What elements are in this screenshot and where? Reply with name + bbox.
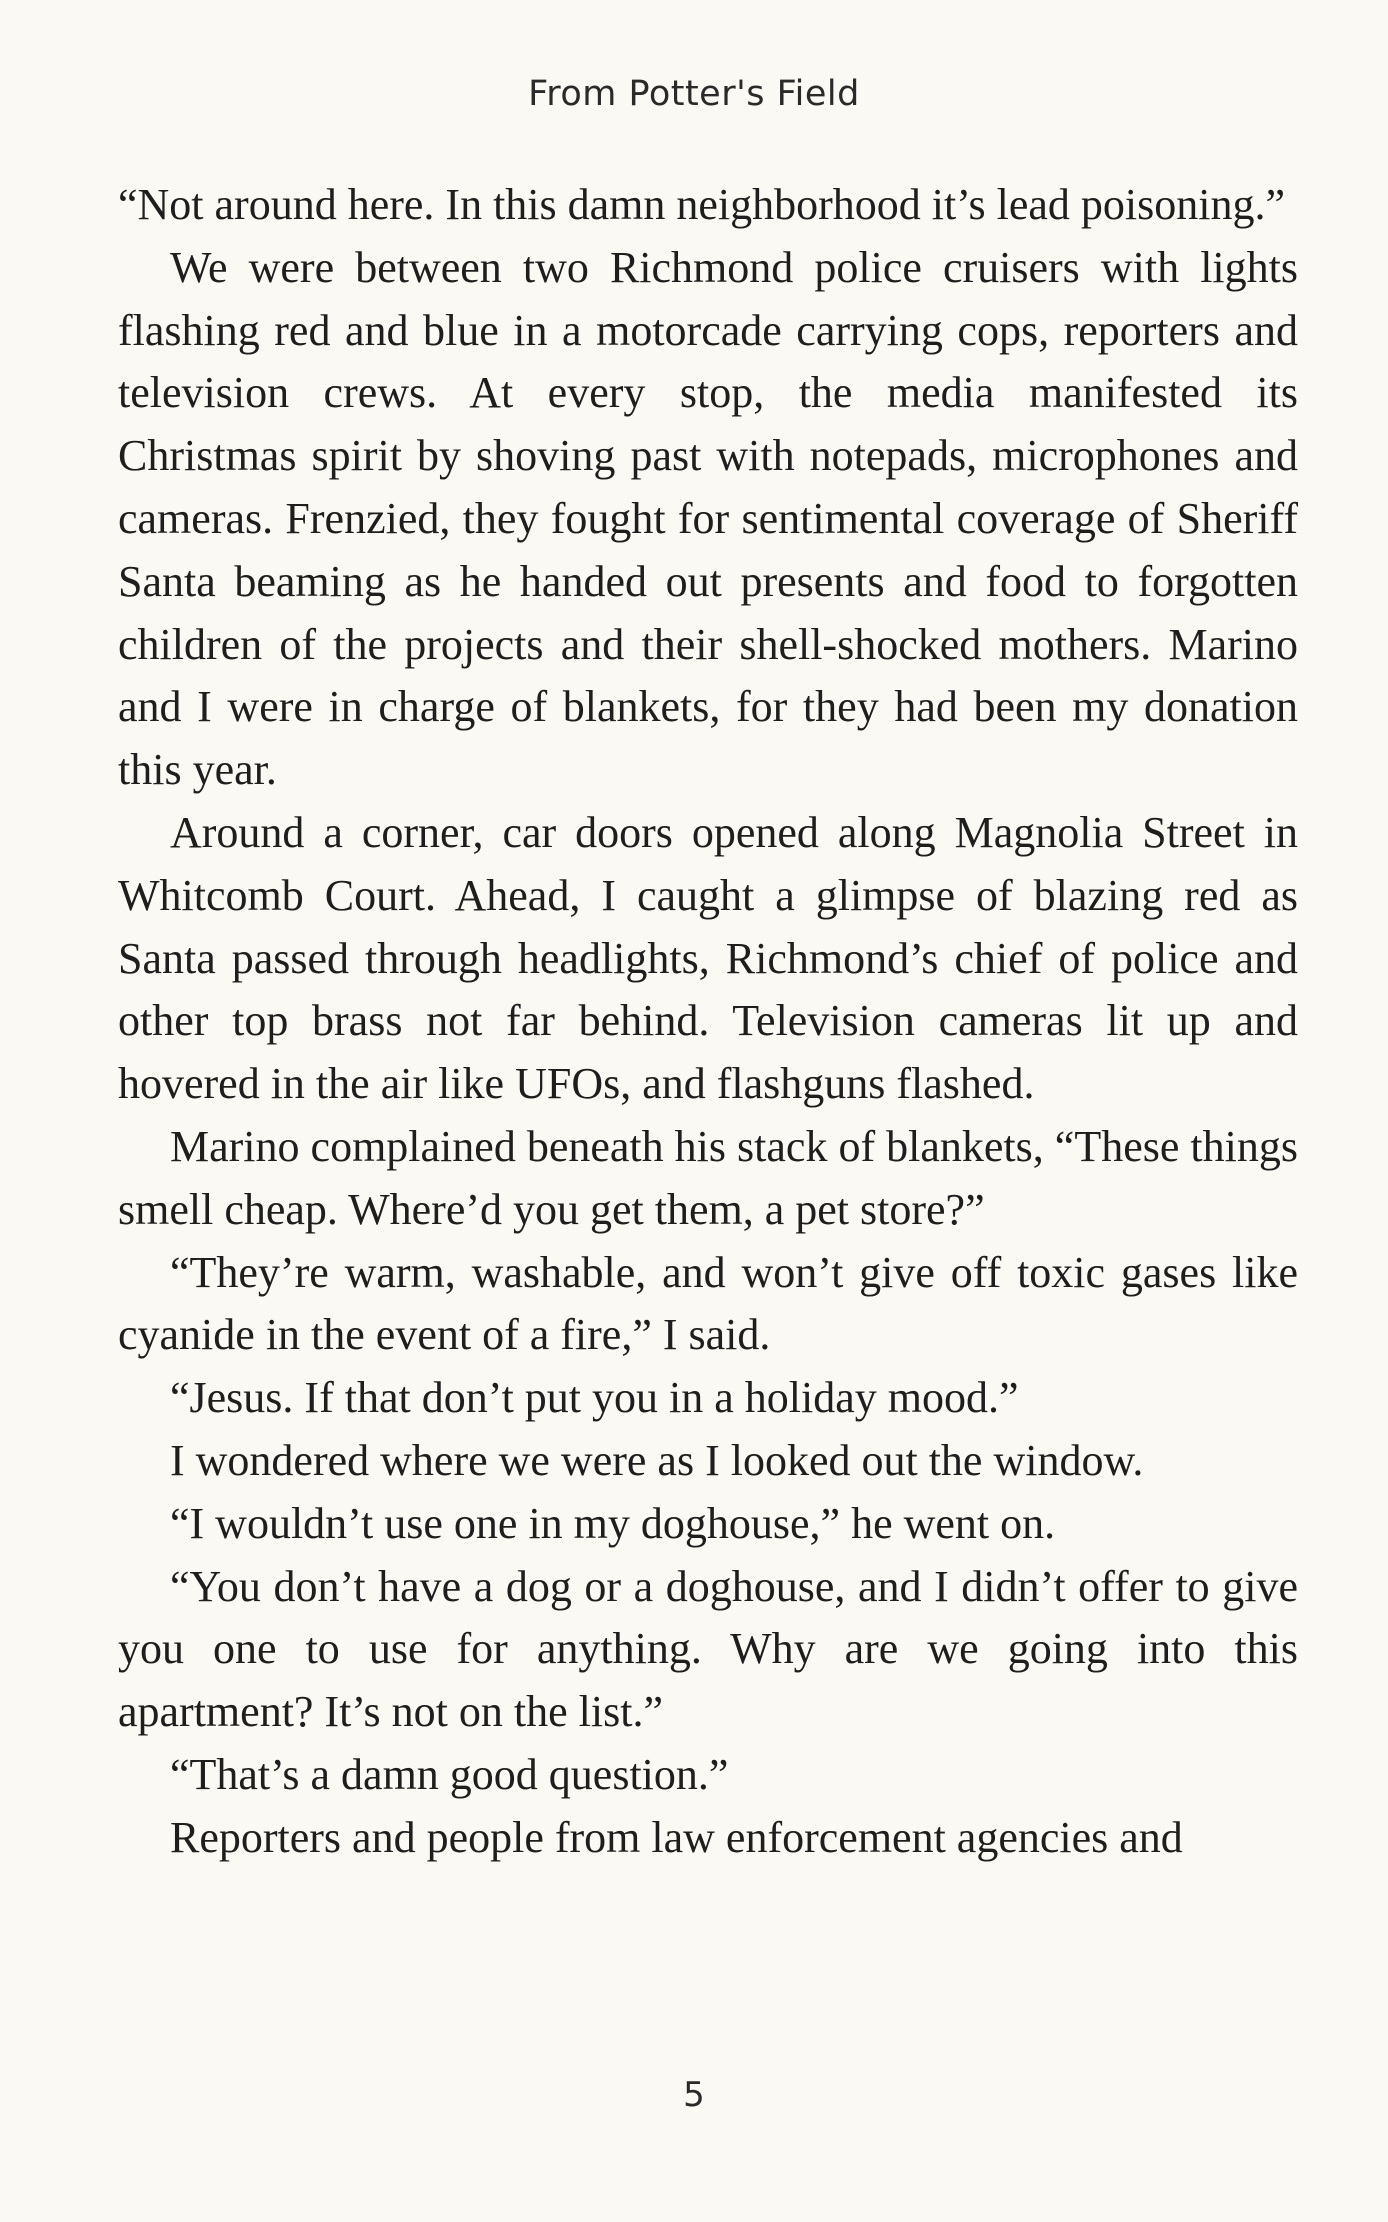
- paragraph: “That’s a damn good question.”: [170, 1749, 729, 1799]
- paragraph: Around a corner, car doors opened along Magnolia Street in Whitcomb Court. Ahead, I caught a glimpse of blazing red as Santa passed through headlights, Richmond’s chief of police and other top brass not far behind. Television cameras lit up and hovered in the air like UFOs, and flashguns flashed.: [118, 807, 1298, 1109]
- paragraph: “Jesus. If that don’t put you in a holiday mood.”: [170, 1373, 1019, 1423]
- page-number: 5: [683, 2075, 705, 2115]
- running-head: From Potter's Field: [528, 74, 860, 114]
- paragraph: Reporters and people from law enforcement agencies and: [170, 1812, 1183, 1862]
- paragraph: “I wouldn’t use one in my doghouse,” he went on.: [170, 1498, 1056, 1548]
- paragraph: “You don’t have a dog or a doghouse, and I didn’t offer to give you one to use for anything. Why are we going into this apartment? It’s not on the list.”: [118, 1561, 1298, 1737]
- paragraph: “Not around here. In this damn neighborhood it’s lead poisoning.”: [118, 180, 1285, 229]
- paragraph: I wondered where we were as I looked out the window.: [170, 1435, 1144, 1485]
- body-text: [118, 174, 1298, 1870]
- paragraph: We were between two Richmond police cruisers with lights flashing red and blue in a motorcade carrying cops, reporters and television crews. At every stop, the media manifested its Christmas spirit by shoving past with notepads, microphones and cameras. Frenzied, they fought for sentimental coverage of Sheriff Santa beaming as he handed out presents and food to forgotten children of the projects and their shell-shocked mothers. Marino and I were in charge of blankets, for they had been my donation this year.: [118, 242, 1298, 795]
- paragraph: “They’re warm, washable, and won’t give off toxic gases like cyanide in the event of a fire,” I said.: [118, 1247, 1298, 1360]
- paragraph: Marino complained beneath his stack of blankets, “These things smell cheap. Where’d you get them, a pet store?”: [118, 1121, 1298, 1234]
